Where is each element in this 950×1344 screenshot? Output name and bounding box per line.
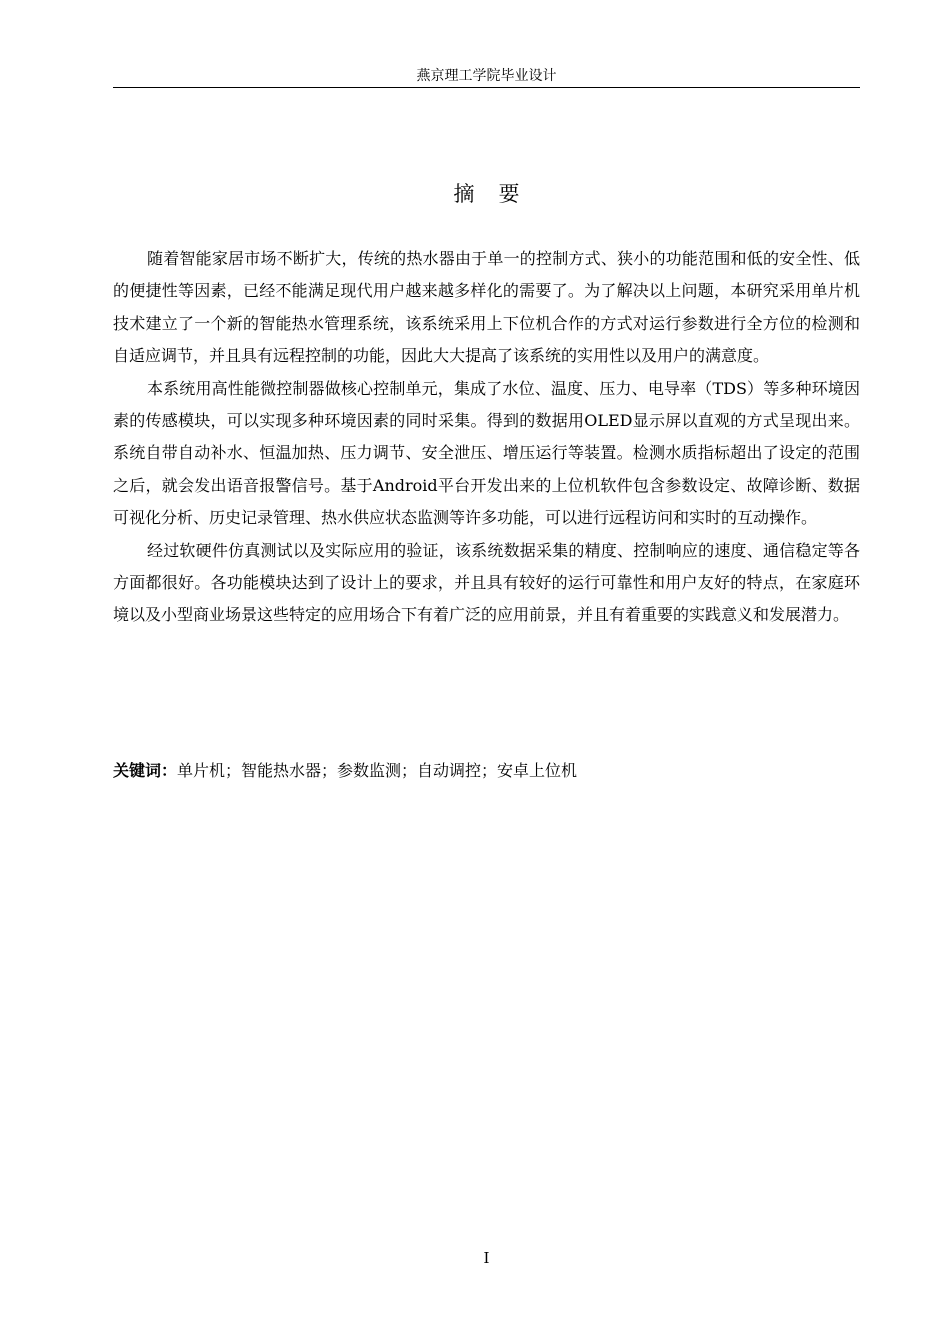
abstract-paragraph-3: 经过软硬件仿真测试以及实际应用的验证，该系统数据采集的精度、控制响应的速度、通信稳定等各方面都很好。各功能模块达到了设计上的要求，并且具有较好的运行可靠性和用户友好的特点，在家庭环境以及小型商业场景这些特定的应用场合下有着广泛的应用前景，并且有着重要的实践意义和发展潜力。 xyxy=(113,540,860,625)
abstract-title: 摘要 xyxy=(453,182,544,206)
keywords-list: 单片机；智能热水器；参数监测；自动调控；安卓上位机 xyxy=(177,761,578,780)
page-header xyxy=(113,66,860,88)
header-text: 燕京理工学院毕业设计 xyxy=(416,68,557,84)
abstract-paragraph-1: 随着智能家居市场不断扩大，传统的热水器由于单一的控制方式、狭小的功能范围和低的安全性、低的便捷性等因素，已经不能满足现代用户越来越多样化的需要了。为了解决以上问题，本研究采用单片机技术建立了一个新的智能热水管理系统，该系统采用上下位机合作的方式对运行参数进行全方位的检测和自适应调节，并且具有远程控制的功能，因此大大提高了该系统的实用性以及用户的满意度。 xyxy=(113,249,860,366)
abstract-body xyxy=(113,243,860,632)
keywords-line xyxy=(113,757,860,785)
abstract-paragraph-2: 本系统用高性能微控制器做核心控制单元，集成了水位、温度、压力、电导率（TDS）等多种环境因素的传感模块，可以实现多种环境因素的同时采集。得到的数据用OLED显示屏以直观的方式呈现出来。系统自带自动补水、恒温加热、压力调节、安全泄压、增压运行等装置。检测水质指标超出了设定的范围之后，就会发出语音报警信号。基于Android平台开发出来的上位机软件包含参数设定、故障诊断、数据可视化分析、历史记录管理、热水供应状态监测等许多功能，可以进行远程访问和实时的互动操作。 xyxy=(113,378,860,528)
keywords-label: 关键词： xyxy=(113,761,178,780)
page-number: I xyxy=(483,1249,490,1267)
